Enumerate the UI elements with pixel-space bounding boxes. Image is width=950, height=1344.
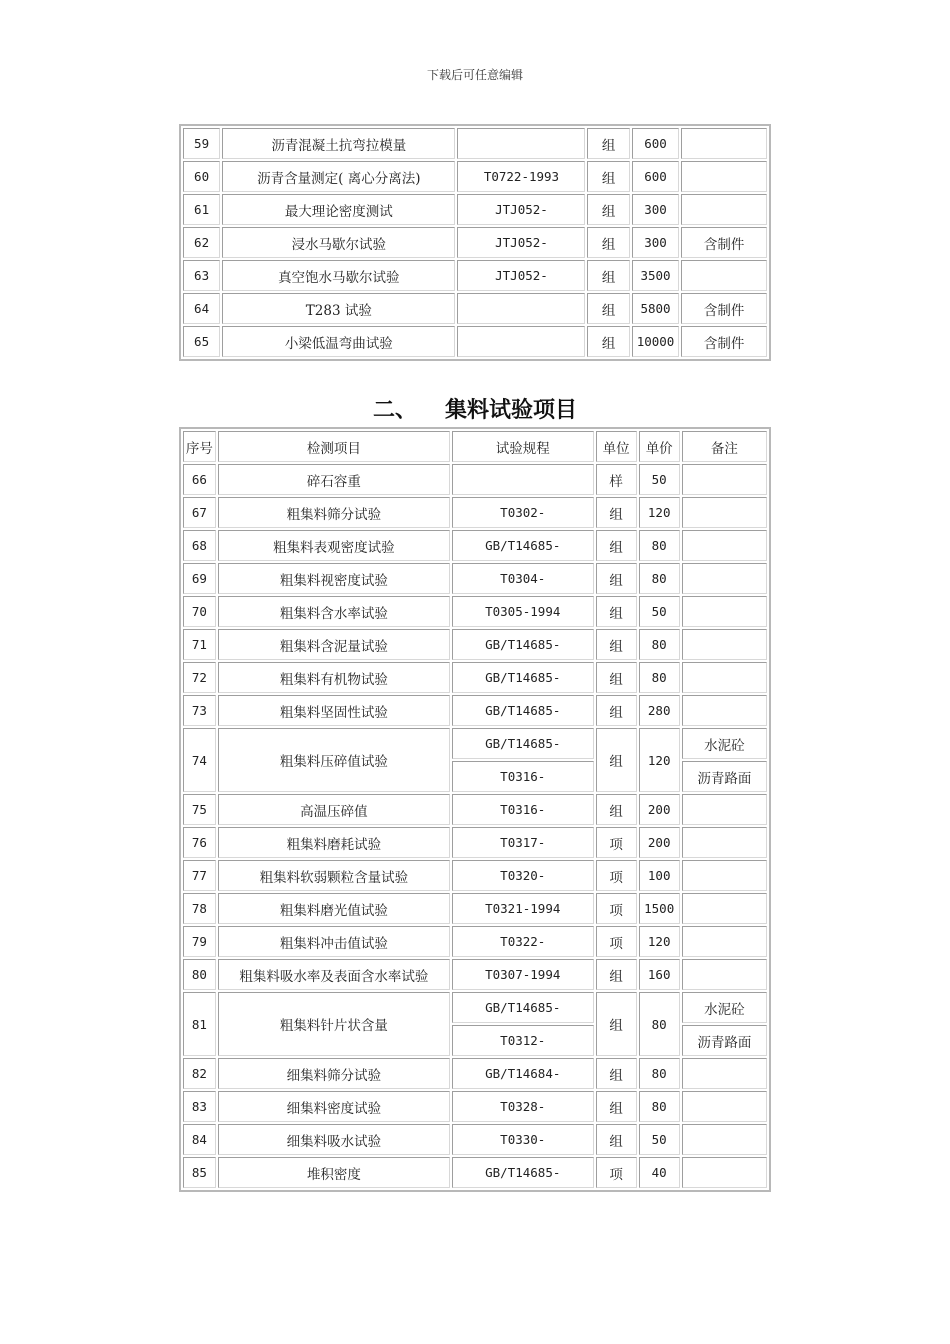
- test-item-cell: 粗集料含泥量试验: [218, 629, 450, 660]
- test-item-cell: 粗集料磨光值试验: [218, 893, 450, 924]
- test-item-cell: 粗集料筛分试验: [218, 497, 450, 528]
- row-number-cell: 84: [183, 1124, 216, 1155]
- price-cell: 120: [639, 497, 680, 528]
- standard-cell: GB/T14685-: [452, 530, 594, 561]
- price-cell: 300: [632, 194, 679, 225]
- note-cell: [682, 464, 767, 495]
- row-number-cell: 76: [183, 827, 216, 858]
- standard-cell: GB/T14685-: [452, 992, 594, 1023]
- test-item-cell: 粗集料有机物试验: [218, 662, 450, 693]
- standard-cell: [457, 293, 585, 324]
- row-number-cell: 85: [183, 1157, 216, 1188]
- row-number-cell: 74: [183, 728, 216, 792]
- standard-cell: GB/T14685-: [452, 695, 594, 726]
- note-cell: 沥青路面: [682, 761, 767, 792]
- table-row: [183, 662, 767, 693]
- row-number-cell: 67: [183, 497, 216, 528]
- row-number-cell: 70: [183, 596, 216, 627]
- unit-cell: 组: [587, 326, 629, 357]
- standard-cell: [457, 326, 585, 357]
- table-header-row: [183, 431, 767, 462]
- standard-cell: T0316-: [452, 794, 594, 825]
- unit-cell: 组: [596, 794, 637, 825]
- row-number-cell: 71: [183, 629, 216, 660]
- unit-cell: 组: [596, 992, 637, 1056]
- section-title: 集料试验项目: [445, 398, 578, 423]
- price-cell: 120: [639, 728, 680, 792]
- unit-cell: 项: [596, 827, 637, 858]
- standard-cell: [452, 464, 594, 495]
- standard-cell: JTJ052-: [457, 260, 585, 291]
- note-cell: 含制件: [681, 326, 767, 357]
- price-cell: 1500: [639, 893, 680, 924]
- unit-cell: 项: [596, 926, 637, 957]
- section-number: 二、: [372, 398, 417, 423]
- standard-cell: [457, 128, 585, 159]
- table-row: [183, 1124, 767, 1155]
- note-cell: [682, 596, 767, 627]
- test-item-cell: 粗集料视密度试验: [218, 563, 450, 594]
- note-cell: [682, 893, 767, 924]
- test-item-cell: 粗集料表观密度试验: [218, 530, 450, 561]
- price-cell: 80: [639, 992, 680, 1056]
- note-cell: [682, 794, 767, 825]
- row-number-cell: 77: [183, 860, 216, 891]
- standard-cell: T0316-: [452, 761, 594, 792]
- row-number-cell: 60: [183, 161, 220, 192]
- column-header-standard: 试验规程: [452, 431, 594, 462]
- unit-cell: 组: [596, 1124, 637, 1155]
- row-number-cell: 75: [183, 794, 216, 825]
- standard-cell: T0321-1994: [452, 893, 594, 924]
- standard-cell: GB/T14684-: [452, 1058, 594, 1089]
- table-row: [183, 695, 767, 726]
- note-cell: [681, 161, 767, 192]
- note-cell: [682, 926, 767, 957]
- row-number-cell: 79: [183, 926, 216, 957]
- test-item-cell: 浸水马歇尔试验: [222, 227, 455, 258]
- note-cell: [681, 194, 767, 225]
- test-item-cell: 沥青混凝土抗弯拉模量: [222, 128, 455, 159]
- test-item-cell: 粗集料针片状含量: [218, 992, 450, 1056]
- table-row: [183, 992, 767, 1023]
- standard-cell: T0322-: [452, 926, 594, 957]
- unit-cell: 组: [596, 695, 637, 726]
- table-row: [183, 260, 767, 291]
- note-cell: [682, 1058, 767, 1089]
- note-cell: [681, 260, 767, 291]
- standard-cell: GB/T14685-: [452, 629, 594, 660]
- price-cell: 50: [639, 1124, 680, 1155]
- test-item-cell: 最大理论密度测试: [222, 194, 455, 225]
- note-cell: 水泥砼: [682, 728, 767, 759]
- row-number-cell: 64: [183, 293, 220, 324]
- column-header-unit: 单位: [596, 431, 637, 462]
- test-item-cell: 细集料密度试验: [218, 1091, 450, 1122]
- price-cell: 300: [632, 227, 679, 258]
- price-cell: 100: [639, 860, 680, 891]
- table-row: [183, 926, 767, 957]
- unit-cell: 组: [596, 563, 637, 594]
- unit-cell: 组: [596, 959, 637, 990]
- standard-cell: JTJ052-: [457, 227, 585, 258]
- price-cell: 50: [639, 596, 680, 627]
- price-cell: 160: [639, 959, 680, 990]
- table-row: [183, 464, 767, 495]
- row-number-cell: 81: [183, 992, 216, 1056]
- unit-cell: 组: [587, 194, 629, 225]
- standard-cell: GB/T14685-: [452, 1157, 594, 1188]
- unit-cell: 组: [587, 161, 629, 192]
- unit-cell: 组: [596, 530, 637, 561]
- test-item-cell: 粗集料压碎值试验: [218, 728, 450, 792]
- table-row: [183, 161, 767, 192]
- unit-cell: 项: [596, 893, 637, 924]
- unit-cell: 组: [587, 260, 629, 291]
- table-row: [183, 1091, 767, 1122]
- row-number-cell: 80: [183, 959, 216, 990]
- note-cell: [682, 530, 767, 561]
- table-row: [183, 128, 767, 159]
- price-cell: 600: [632, 161, 679, 192]
- row-number-cell: 65: [183, 326, 220, 357]
- unit-cell: 样: [596, 464, 637, 495]
- standard-cell: T0722-1993: [457, 161, 585, 192]
- note-cell: [682, 563, 767, 594]
- row-number-cell: 72: [183, 662, 216, 693]
- unit-cell: 组: [587, 128, 629, 159]
- table-row: [183, 293, 767, 324]
- standard-cell: GB/T14685-: [452, 728, 594, 759]
- price-cell: 5800: [632, 293, 679, 324]
- unit-cell: 组: [596, 662, 637, 693]
- table-row: [183, 1157, 767, 1188]
- note-cell: [682, 1157, 767, 1188]
- table-row: [183, 629, 767, 660]
- table-row: [183, 860, 767, 891]
- price-cell: 120: [639, 926, 680, 957]
- note-cell: [682, 827, 767, 858]
- unit-cell: 项: [596, 860, 637, 891]
- row-number-cell: 69: [183, 563, 216, 594]
- table-row: [183, 827, 767, 858]
- test-item-cell: 粗集料含水率试验: [218, 596, 450, 627]
- table-row: [183, 794, 767, 825]
- test-item-cell: T283 试验: [222, 293, 455, 324]
- table-row: [183, 530, 767, 561]
- column-header-item: 检测项目: [218, 431, 450, 462]
- price-cell: 80: [639, 563, 680, 594]
- test-item-cell: 沥青含量测定( 离心分离法): [222, 161, 455, 192]
- note-cell: 含制件: [681, 293, 767, 324]
- standard-cell: GB/T14685-: [452, 662, 594, 693]
- column-header-note: 备注: [682, 431, 767, 462]
- price-cell: 80: [639, 629, 680, 660]
- price-cell: 10000: [632, 326, 679, 357]
- table-row: [183, 959, 767, 990]
- standard-cell: T0328-: [452, 1091, 594, 1122]
- standard-cell: JTJ052-: [457, 194, 585, 225]
- column-header-no: 序号: [183, 431, 216, 462]
- column-header-price: 单价: [639, 431, 680, 462]
- test-item-cell: 粗集料吸水率及表面含水率试验: [218, 959, 450, 990]
- table-row: [183, 1058, 767, 1089]
- row-number-cell: 62: [183, 227, 220, 258]
- table-row: [183, 326, 767, 357]
- price-cell: 600: [632, 128, 679, 159]
- note-cell: 水泥砼: [682, 992, 767, 1023]
- note-cell: [682, 1091, 767, 1122]
- test-item-cell: 粗集料软弱颗粒含量试验: [218, 860, 450, 891]
- note-cell: [682, 629, 767, 660]
- standard-cell: T0305-1994: [452, 596, 594, 627]
- unit-cell: 组: [587, 227, 629, 258]
- table-row: [183, 728, 767, 759]
- row-number-cell: 78: [183, 893, 216, 924]
- section-heading: [0, 393, 950, 424]
- unit-cell: 组: [596, 1091, 637, 1122]
- note-cell: [682, 959, 767, 990]
- test-item-cell: 粗集料坚固性试验: [218, 695, 450, 726]
- unit-cell: 组: [596, 728, 637, 792]
- note-cell: [682, 695, 767, 726]
- table-row: [183, 497, 767, 528]
- test-item-cell: 高温压碎值: [218, 794, 450, 825]
- test-item-cell: 粗集料磨耗试验: [218, 827, 450, 858]
- price-cell: 50: [639, 464, 680, 495]
- table-row: [183, 563, 767, 594]
- unit-cell: 组: [587, 293, 629, 324]
- row-number-cell: 66: [183, 464, 216, 495]
- note-cell: [682, 662, 767, 693]
- standard-cell: T0317-: [452, 827, 594, 858]
- price-cell: 80: [639, 1058, 680, 1089]
- standard-cell: T0307-1994: [452, 959, 594, 990]
- unit-cell: 组: [596, 629, 637, 660]
- asphalt-test-table: [179, 124, 771, 361]
- unit-cell: 组: [596, 497, 637, 528]
- table-row: [183, 227, 767, 258]
- aggregate-test-table: [179, 427, 771, 1192]
- price-cell: 280: [639, 695, 680, 726]
- standard-cell: T0302-: [452, 497, 594, 528]
- test-item-cell: 细集料吸水试验: [218, 1124, 450, 1155]
- price-cell: 200: [639, 794, 680, 825]
- test-item-cell: 细集料筛分试验: [218, 1058, 450, 1089]
- row-number-cell: 73: [183, 695, 216, 726]
- note-cell: 沥青路面: [682, 1025, 767, 1056]
- test-item-cell: 碎石容重: [218, 464, 450, 495]
- standard-cell: T0330-: [452, 1124, 594, 1155]
- table-row: [183, 893, 767, 924]
- price-cell: 80: [639, 530, 680, 561]
- note-cell: [682, 860, 767, 891]
- unit-cell: 组: [596, 596, 637, 627]
- row-number-cell: 61: [183, 194, 220, 225]
- test-item-cell: 粗集料冲击值试验: [218, 926, 450, 957]
- note-cell: [682, 497, 767, 528]
- row-number-cell: 63: [183, 260, 220, 291]
- row-number-cell: 82: [183, 1058, 216, 1089]
- price-cell: 40: [639, 1157, 680, 1188]
- test-item-cell: 小梁低温弯曲试验: [222, 326, 455, 357]
- price-cell: 3500: [632, 260, 679, 291]
- note-cell: [681, 128, 767, 159]
- test-item-cell: 真空饱水马歇尔试验: [222, 260, 455, 291]
- test-item-cell: 堆积密度: [218, 1157, 450, 1188]
- price-cell: 80: [639, 662, 680, 693]
- page-header-note: 下载后可任意编辑: [426, 68, 523, 82]
- standard-cell: T0304-: [452, 563, 594, 594]
- row-number-cell: 59: [183, 128, 220, 159]
- standard-cell: T0312-: [452, 1025, 594, 1056]
- row-number-cell: 68: [183, 530, 216, 561]
- table-row: [183, 596, 767, 627]
- price-cell: 200: [639, 827, 680, 858]
- table-row: [183, 194, 767, 225]
- note-cell: 含制件: [681, 227, 767, 258]
- price-cell: 80: [639, 1091, 680, 1122]
- standard-cell: T0320-: [452, 860, 594, 891]
- unit-cell: 项: [596, 1157, 637, 1188]
- row-number-cell: 83: [183, 1091, 216, 1122]
- unit-cell: 组: [596, 1058, 637, 1089]
- note-cell: [682, 1124, 767, 1155]
